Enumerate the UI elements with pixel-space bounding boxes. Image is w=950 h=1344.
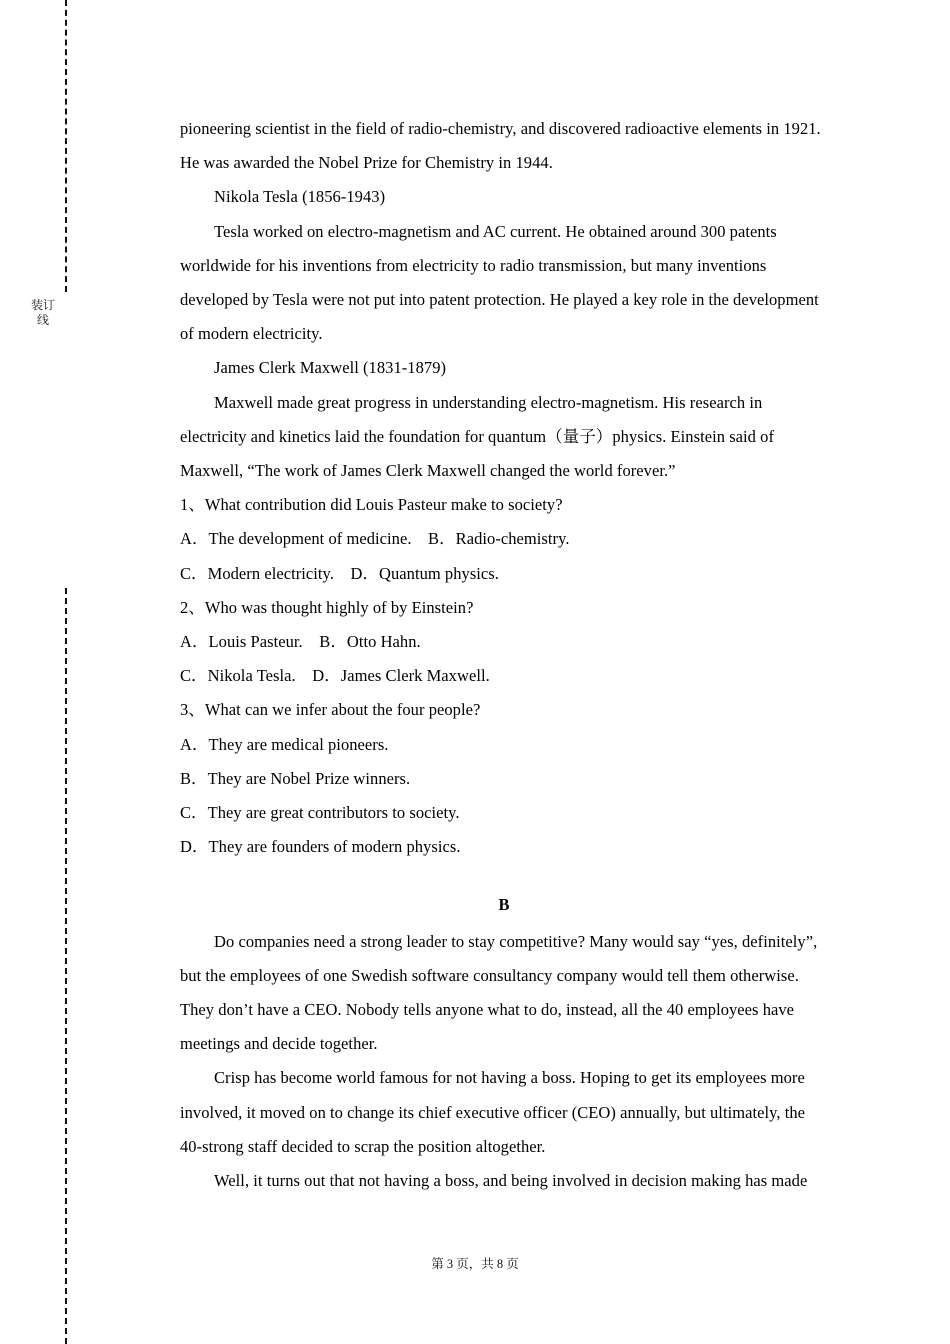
binding-line-dash-bottom (65, 588, 67, 1344)
paragraph-tesla-heading (180, 180, 828, 214)
question-option-row[interactable]: C．Modern electricity. D．Quantum physics. (180, 563, 499, 583)
text-line: developed by Tesla were not put into patent protection. He played a key role in the development (180, 290, 819, 310)
text-line: Well, it turns out that not having a boss, and being involved in decision making has made (214, 1171, 808, 1191)
text-line: of modern electricity. (180, 324, 323, 344)
question-option-row[interactable]: C．Nikola Tesla. D．James Clerk Maxwell. (180, 666, 490, 686)
text-line: but the employees of one Swedish software consultancy company would tell them otherwise. (180, 965, 799, 985)
paragraph-maxwell-heading (180, 351, 828, 385)
question-2 (180, 591, 828, 694)
paragraph-maxwell (180, 386, 828, 489)
question-stem: 1、What contribution did Louis Pasteur make to society? (180, 495, 563, 515)
question-stem: 3、What can we infer about the four people? (180, 700, 481, 720)
question-option-row[interactable]: C．They are great contributors to society. (180, 803, 460, 823)
paragraph-passage-a-tail (180, 112, 828, 180)
question-option-row[interactable]: A．Louis Pasteur. B．Otto Hahn. (180, 632, 421, 652)
text-line: Do companies need a strong leader to stay competitive? Many would say “yes, definitely”, (214, 931, 818, 951)
paragraph-passage-b-2 (180, 1061, 828, 1164)
text-line: They don’t have a CEO. Nobody tells anyone what to do, instead, all the 40 employees have (180, 1000, 795, 1020)
text-line: Tesla worked on electro-magnetism and AC current. He obtained around 300 patents (214, 221, 777, 241)
paragraph-passage-b-1 (180, 925, 828, 1062)
section-heading-b: B (498, 895, 510, 915)
text-line: James Clerk Maxwell (1831-1879) (214, 358, 447, 378)
page-footer (0, 1254, 950, 1272)
paragraph-tesla (180, 215, 828, 352)
text-line: involved, it moved on to change its chief executive officer (CEO) annually, but ultimately, the (180, 1102, 805, 1122)
text-line: pioneering scientist in the field of radio-chemistry, and discovered radioactive elements in 1921. (180, 119, 821, 138)
question-1 (180, 488, 828, 591)
text-line: Nikola Tesla (1856-1943) (214, 187, 386, 207)
text-line: worldwide for his inventions from electricity to radio transmission, but many inventions (180, 255, 767, 275)
binding-line-label: 装订线 (30, 298, 55, 327)
binding-line-dash-top (65, 0, 67, 292)
question-option-row[interactable]: A．The development of medicine. B．Radio-chemistry. (180, 529, 570, 549)
question-option-row[interactable]: A．They are medical pioneers. (180, 734, 389, 754)
text-line: 40-strong staff decided to scrap the position altogether. (180, 1136, 546, 1156)
document-body (180, 112, 828, 1198)
question-3 (180, 693, 828, 864)
text-line: electricity and kinetics laid the foundation for quantum（量子）physics. Einstein said of (180, 426, 774, 446)
question-stem: 2、Who was thought highly of by Einstein? (180, 597, 474, 617)
page-number-text: 第 3 页，共 8 页 (431, 1257, 519, 1271)
paragraph-passage-b-3 (180, 1164, 828, 1198)
question-option-row[interactable]: B．They are Nobel Prize winners. (180, 768, 411, 788)
question-option-row[interactable]: D．They are founders of modern physics. (180, 837, 461, 857)
text-line: Maxwell, “The work of James Clerk Maxwell changed the world forever.” (180, 461, 676, 481)
text-line: meetings and decide together. (180, 1034, 378, 1054)
text-line: Crisp has become world famous for not having a boss. Hoping to get its employees more (214, 1068, 805, 1088)
text-line: Maxwell made great progress in understanding electro-magnetism. His research in (214, 392, 763, 412)
text-line: He was awarded the Nobel Prize for Chemistry in 1944. (180, 153, 553, 173)
